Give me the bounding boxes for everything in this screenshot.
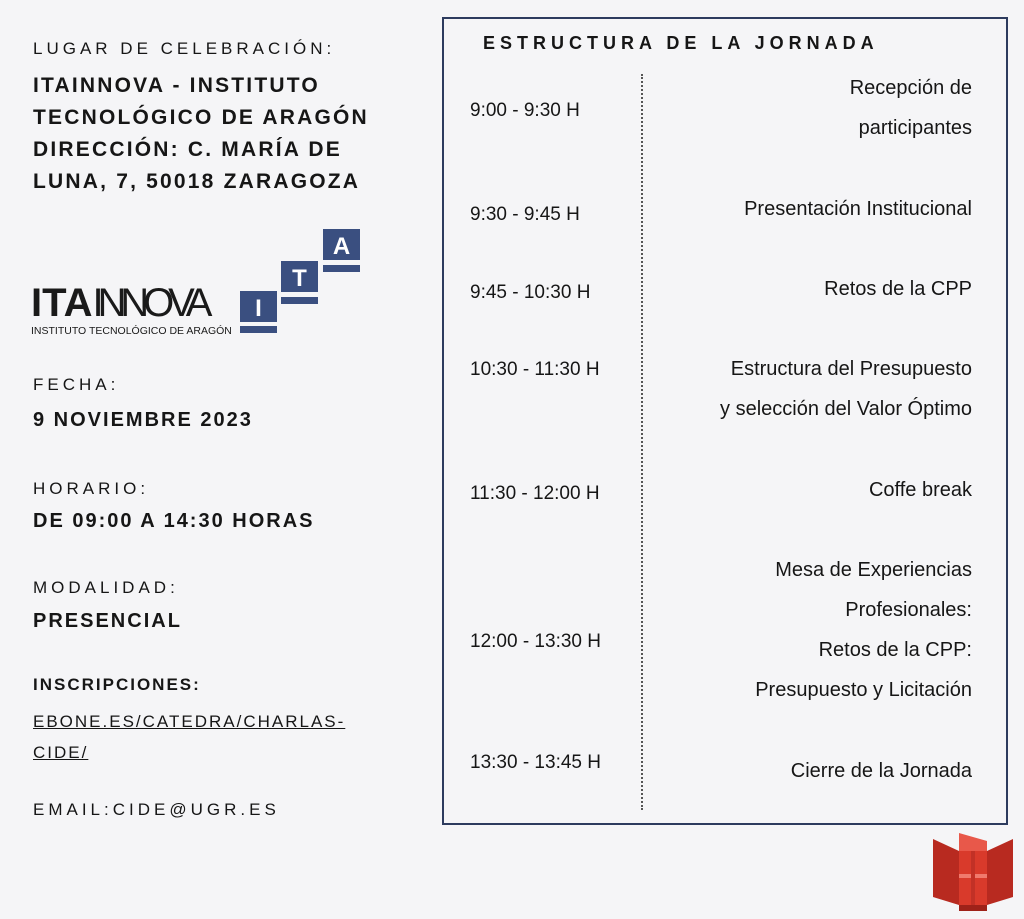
registration-link[interactable]: EBONE.ES/CATEDRA/CHARLAS-CIDE/ xyxy=(33,712,346,762)
venue-address xyxy=(33,70,369,198)
schedule-time: 11:30 - 12:00 H xyxy=(470,483,600,504)
hours-value: DE 09:00 A 14:30 HORAS xyxy=(33,510,315,532)
schedule-time: 12:00 - 13:30 H xyxy=(470,631,601,652)
activity-line: Presupuesto y Licitación xyxy=(755,679,972,701)
activity-line: Estructura del Presupuesto xyxy=(730,358,972,380)
corner-logo xyxy=(933,833,1013,911)
schedule-title: ESTRUCTURA DE LA JORNADA xyxy=(483,33,879,53)
schedule-activity xyxy=(642,751,972,791)
schedule-activity xyxy=(642,269,972,309)
svg-text:ITAINNOVA xyxy=(31,281,213,325)
logo-block-i-letter: I xyxy=(255,295,262,322)
schedule-time: 9:45 - 10:30 H xyxy=(470,282,591,303)
venue-label: LUGAR DE CELEBRACIÓN: xyxy=(33,39,336,58)
logo-underline-t xyxy=(281,297,318,304)
schedule-activity xyxy=(652,349,972,429)
email-contact[interactable]: EMAIL:CIDE@UGR.ES xyxy=(33,800,280,819)
logo-brand-bold: ITA xyxy=(31,281,93,325)
activity-line: Presentación Institucional xyxy=(744,198,972,220)
date-value: 9 NOVIEMBRE 2023 xyxy=(33,409,253,431)
activity-line: Coffe break xyxy=(868,479,972,501)
activity-line: Cierre de la Jornada xyxy=(790,760,972,782)
schedule-activity xyxy=(642,470,972,510)
activity-line: Profesionales: xyxy=(845,599,972,621)
activity-line: Recepción de xyxy=(849,77,972,99)
schedule-time: 9:00 - 9:30 H xyxy=(470,100,580,121)
schedule-time: 9:30 - 9:45 H xyxy=(470,204,580,225)
activity-line: participantes xyxy=(858,117,972,139)
corner-logo-graphic xyxy=(933,833,1013,911)
logo-block-a-letter: A xyxy=(332,233,351,260)
logo-underline-i xyxy=(240,326,277,333)
activity-line: Retos de la CPP: xyxy=(818,639,972,661)
venue-line: LUNA, 7, 50018 ZARAGOZA xyxy=(33,170,361,193)
activity-line: Mesa de Experiencias xyxy=(775,559,972,581)
schedule-activity xyxy=(642,550,972,710)
logo-block-t-letter: T xyxy=(292,265,307,292)
itainnova-logo-graphic xyxy=(31,227,371,342)
logo-subtitle: INSTITUTO TECNOLÓGICO DE ARAGÓN xyxy=(31,325,232,337)
schedule-activity xyxy=(642,68,972,148)
logo-brand-light: INNOVA xyxy=(92,281,213,325)
schedule-time: 13:30 - 13:45 H xyxy=(470,752,601,773)
mode-label: MODALIDAD: xyxy=(33,578,179,597)
registration-label: INSCRIPCIONES: xyxy=(33,675,201,694)
schedule-activity xyxy=(642,189,972,229)
hours-label: HORARIO: xyxy=(33,479,150,498)
logo-underline-a xyxy=(323,265,360,272)
date-label: FECHA: xyxy=(33,375,120,394)
schedule-time: 10:30 - 11:30 H xyxy=(470,359,600,380)
mode-value: PRESENCIAL xyxy=(33,610,182,632)
activity-line: Retos de la CPP xyxy=(824,278,972,300)
itainnova-logo xyxy=(31,227,371,342)
venue-line: TECNOLÓGICO DE ARAGÓN xyxy=(33,106,369,129)
venue-line: DIRECCIÓN: C. MARÍA DE xyxy=(33,138,342,161)
venue-line: ITAINNOVA - INSTITUTO xyxy=(33,74,320,97)
activity-line: y selección del Valor Óptimo xyxy=(720,398,972,420)
